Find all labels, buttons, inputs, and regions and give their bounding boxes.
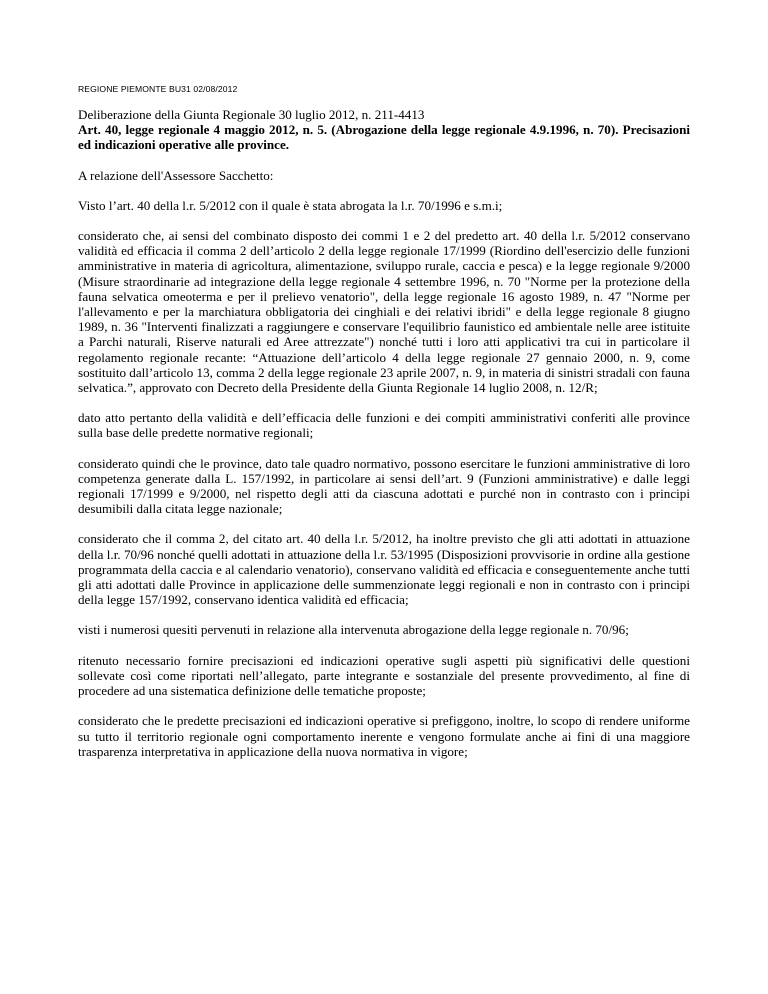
paragraph-5: considerato che il comma 2, del citato art. 40 della l.r. 5/2012, ha inoltre previsto che gli atti adottati in attuazione della l.r. 70/96 nonché quelli adottati in attuazione della l.r. 53/1995 (Disposizioni provvisorie in ordine alla gestione programmata della caccia e al calendario venatorio), conservano validità ed efficacia e conseguentemente anche tutti gli atti adottati dalle Province in applicazione delle summenzionate leggi regionali e non in contrasto con i principi della legge 157/1992, conservano identica validità ed efficacia; bbox=[78, 531, 690, 608]
paragraph-1: Visto l’art. 40 della l.r. 5/2012 con il quale è stata abrogata la l.r. 70/1996 e s.m.i; bbox=[78, 197, 503, 213]
title-block bbox=[78, 107, 690, 153]
paragraph-7: ritenuto necessario fornire precisazioni ed indicazioni operative sugli aspetti più significativi delle questioni sollevate così come riportati nell’allegato, parte integrante e sostanziale del presente provvedimento, al fine di procedere ad una sistematica definizione delle tematiche proposte; bbox=[78, 652, 690, 699]
deliberation-subject: Art. 40, legge regionale 4 maggio 2012, n. 5. (Abrogazione della legge regionale 4.9.1996, n. 70). Precisazioni ed indicazioni operative alle province. bbox=[78, 122, 690, 153]
bulletin-header: REGIONE PIEMONTE BU31 02/08/2012 bbox=[78, 84, 238, 94]
paragraph-8: considerato che le predette precisazioni ed indicazioni operative si prefiggono, inoltre, lo scopo di rendere uniforme su tutto il territorio regionale ogni comportamento inerente e vengono formulate anche ai fini di una maggiore trasparenza interpretativa in applicazione della nuova normativa in vigore; bbox=[78, 713, 690, 759]
paragraph-4: considerato quindi che le province, dato tale quadro normativo, possono esercitare le funzioni amministrative di loro competenza generate dalla L. 157/1992, in particolare ai sensi dell’art. 9 (Funzioni amministrative) e dalle leggi regionali 17/1999 e 9/2000, nel rispetto degli atti da ciascuna adottati e purché non in contrasto con i principi desumibili dalla citata legge nazionale; bbox=[78, 455, 690, 517]
document-body bbox=[78, 107, 690, 759]
deliberation-title: Deliberazione della Giunta Regionale 30 luglio 2012, n. 211-4413 bbox=[78, 107, 425, 122]
document-page bbox=[78, 84, 690, 774]
paragraph-2: considerato che, ai sensi del combinato disposto dei commi 1 e 2 del predetto art. 40 della l.r. 5/2012 conservano validità ed efficacia il comma 2 dell’articolo 2 della legge regionale 17/1999 (Riordino dell'esercizio delle funzioni amministrative in materia di agricoltura, alimentazione, sviluppo rurale, caccia e pesca) e la legge regionale 9/2000 (Misure straordinarie ad integrazione della legge regionale 4 settembre 1996, n. 70 "Norme per la protezione della fauna selvatica omeoterma e per il prelievo venatorio", della legge regionale 16 agosto 1989, n. 47 "Norme per l'allevamento e per la marchiatura obbligatoria dei cinghiali e dei relativi ibridi" e della legge regionale 8 giugno 1989, n. 36 "Interventi finalizzati a raggiungere e conservare l'equilibrio faunistico ed ambientale nelle aree istituite a Parchi naturali, Riserve naturali ed Aree attrezzate") nonché tutti i loro atti applicativi tra cui in particolare il regolamento regionale recante: “Attuazione dell’articolo 4 della legge regionale 27 gennaio 2000, n. 9, come sostituito dall’articolo 13, comma 2 della legge regionale 23 aprile 2007, n. 9, in materia di sinistri stradali con fauna selvatica.”, approvato con Decreto della Presidente della Giunta Regionale 14 luglio 2008, n. 12/R; bbox=[78, 228, 690, 396]
intro-line: A relazione dell'Assessore Sacchetto: bbox=[78, 167, 274, 183]
paragraph-3: dato atto pertanto della validità e dell’efficacia delle funzioni e dei compiti amministrativi conferiti alle province sulla base delle predette normative regionali; bbox=[78, 410, 690, 441]
paragraph-6: visti i numerosi quesiti pervenuti in relazione alla intervenuta abrogazione della legge regionale n. 70/96; bbox=[78, 622, 629, 638]
